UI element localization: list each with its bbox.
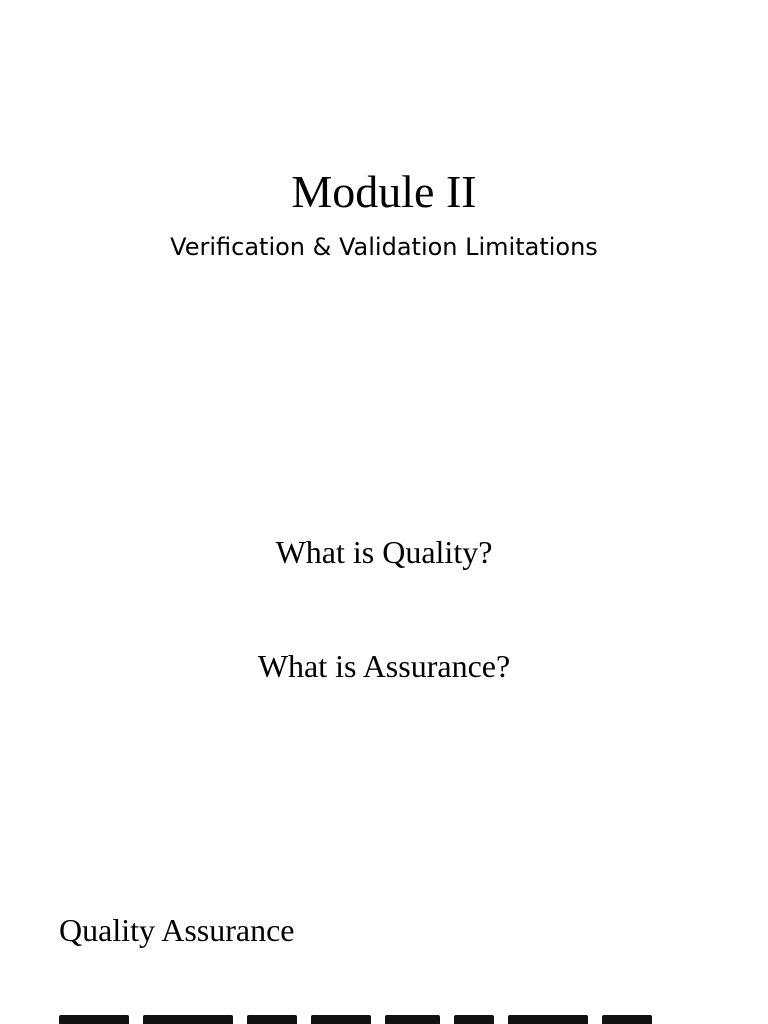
- question-assurance: What is Assurance?: [257, 648, 511, 684]
- section-heading: Quality Assurance: [59, 912, 295, 948]
- module-subtitle: Verification & Validation Limitations: [170, 233, 598, 261]
- question-quality: What is Quality?: [275, 534, 493, 570]
- module-title: Module II: [291, 166, 477, 217]
- cutoff-text-line: [59, 1015, 709, 1024]
